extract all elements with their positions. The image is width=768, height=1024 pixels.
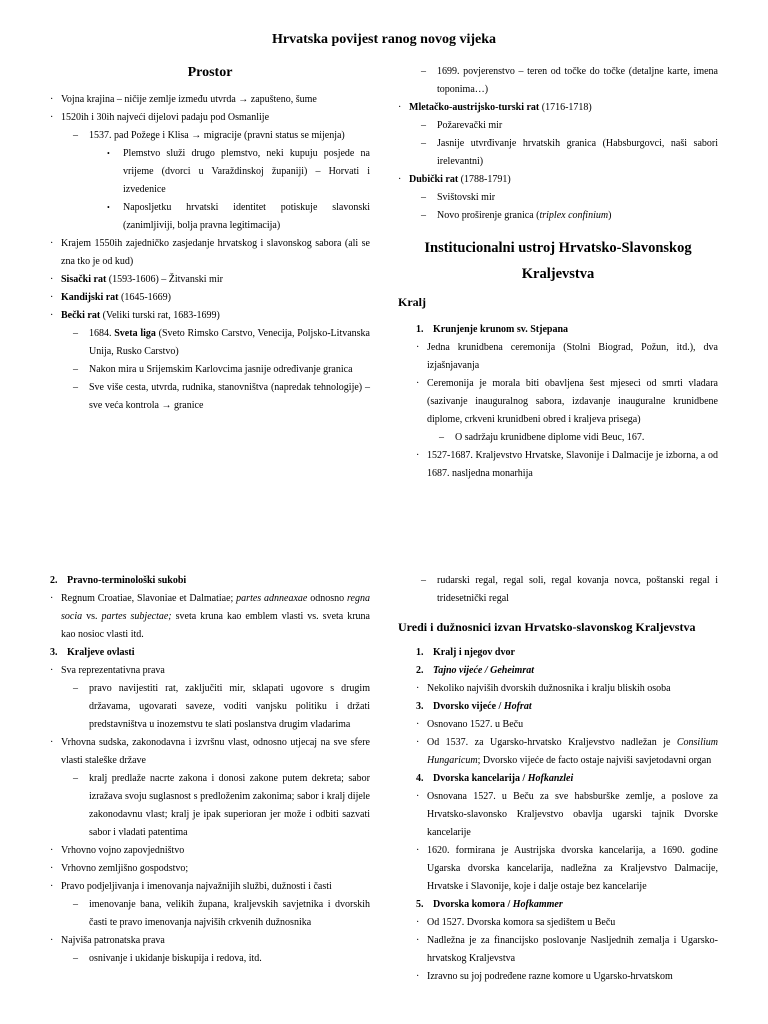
item-number: 3.	[416, 701, 424, 712]
list-item-level-1: · Sisački rat (1593-1606) – Žitvanski mir	[50, 271, 370, 289]
list-item-level-1: · Dubički rat (1788-1791)	[398, 171, 718, 189]
list-item-level-1: · Pravo podjeljivanja i imenovanja najvažnijih službi, dužnosti i časti	[50, 878, 370, 896]
list-item-level-1: · Vrhovno zemljišno gospodstvo;	[50, 860, 370, 878]
list-item-level-1: · Od 1527. Dvorska komora sa sjedištem u Beču	[416, 914, 718, 932]
list-item-level-1: · Jedna krunidbena ceremonija (Stolni Biograd, Požun, itd.), dva izjašnjavanja	[416, 339, 718, 375]
list-item-level-3: • Naposljetku hrvatski identitet potiskuje slavonski (zanimljiviji, bolja pravna legitimacija)	[50, 199, 370, 235]
list-item-level-2: – Jasnije utvrđivanje hrvatskih granica (Habsburgovci, naši sabori irelevantni)	[398, 135, 718, 171]
list-item-level-3: • Plemstvo služi drugo plemstvo, neki kupuju posjede na vrijeme (dvorci u Varaždinskoj županiji) – Horvati i izvedenice	[50, 145, 370, 199]
prostor-list	[50, 91, 370, 415]
list-item-level-1: · Vrhovna sudska, zakonodavna i izvršnu vlast, odnosno utjecaj na sve sfere vlasti staleške države	[50, 734, 370, 770]
numbered-heading-text: Krunjenje krunom sv. Stjepana	[433, 324, 569, 335]
list-item-level-2: – kralj predlaže nacrte zakona i donosi zakone putem dekreta; sabor izražava svoju suglasnost s predloženim zakonima; sabor i kralj dijele zakonodavnu vlast; kralj je ipak superioran jer može i odbiti sazvati sabor i vladati patentima	[50, 770, 370, 842]
list-item-level-1: · 1527-1687. Kraljevstvo Hrvatske, Slavonije i Dalmacije je izborna, a od 1687. nasljedna monarhija	[416, 447, 718, 483]
numbered-heading	[416, 698, 718, 716]
list-item-level-2: – Nakon mira u Srijemskim Karlovcima jasnije određivanje granica	[50, 361, 370, 379]
numbered-heading-text: Kraljeve ovlasti	[67, 647, 135, 658]
item-number: 2.	[416, 665, 424, 676]
list-item-level-1: · Osnovana 1527. u Beču za sve habsburške zemlje, a poslove za Hrvatsko-slavonsko Kraljevstvo obavlja ugarski tajnik Dvorske kancelarije	[416, 788, 718, 842]
item-number: 1.	[416, 324, 424, 335]
block2-right-column	[398, 572, 718, 986]
institutional-heading-line2: Kraljevstva	[521, 266, 595, 282]
list-item-level-1: · Ceremonija je morala biti obavljena šest mjeseci od smrti vladara (sazivanje inauguralnog sabora, izdavanje inauguralne krunidbene diplome, crkveni krunidbeni obred i kraljeva prisega)	[416, 375, 718, 429]
list-item-level-1: · Vojna krajina – ničije zemlje između utvrda → zapušteno, šume	[50, 91, 370, 109]
list-item-level-2: – pravo navijestiti rat, zaključiti mir, sklapati ugovore s drugim državama, ugovarati saveze, voditi vanjsku politiku i držati predstavništva u inozemstvu te slati poslanstva drugim vladarima	[50, 680, 370, 734]
list-item-level-1: · Mletačko-austrijsko-turski rat (1716-1718)	[398, 99, 718, 117]
kralj-list	[398, 321, 718, 483]
institutional-heading	[398, 235, 718, 287]
regali-list	[398, 572, 718, 608]
list-item-level-1: · Nekoliko najviših dvorskih dužnosnika i kralju bliskih osoba	[416, 680, 718, 698]
kraljeve-ovlasti-list	[50, 572, 370, 968]
list-item-level-1: · Sva reprezentativna prava	[50, 662, 370, 680]
item-number: 5.	[416, 899, 424, 910]
uredi-list	[398, 644, 718, 986]
list-item-level-1: · Osnovano 1527. u Beču	[416, 716, 718, 734]
numbered-heading-text: Kralj i njegov dvor	[433, 647, 515, 658]
numbered-heading-text: Dvorska kancelarija / Hofkanzlei	[433, 773, 574, 784]
numbered-heading	[416, 896, 718, 914]
list-item-level-2: – Svištovski mir	[398, 189, 718, 207]
list-item-level-1: · Izravno su joj podređene razne komore u Ugarsko-hrvatskom	[416, 968, 718, 986]
institutional-heading-line1: Institucionalni ustroj Hrvatsko-Slavonskog	[424, 240, 692, 256]
numbered-heading-text: Pravno-terminološki sukobi	[67, 575, 187, 586]
section-heading-prostor: Prostor	[187, 65, 233, 80]
list-item-level-1: · 1620. formirana je Austrijska dvorska kancelarija, a 1690. godine Ugarska dvorska kancelarija, nadležna za Kraljevstvo Dalmacije, Hrvatske i Slavonije, koje i dalje ostaje bez kancelarije	[416, 842, 718, 896]
item-number: 3.	[50, 647, 58, 658]
list-item-level-2: – Novo proširenje granica (triplex confinium)	[398, 207, 718, 225]
block1-left-column	[50, 63, 370, 415]
list-item-level-1: · Kandijski rat (1645-1669)	[50, 289, 370, 307]
list-item-level-2: – rudarski regal, regal soli, regal kovanja novca, poštanski regal i tridesetnički regal	[398, 572, 718, 608]
block2-left-column	[50, 572, 370, 968]
list-item-level-1: · Krajem 1550ih zajedničko zasjedanje hrvatskog i slavonskog sabora (ali se zna tko je od kud)	[50, 235, 370, 271]
list-item-level-2: – 1537. pad Požege i Klisa → migracije (pravni status se mijenja)	[50, 127, 370, 145]
subheading-kralj: Kralj	[398, 295, 426, 309]
numbered-heading	[416, 770, 718, 788]
list-item-level-2: – 1684. Sveta liga (Sveto Rimsko Carstvo, Venecija, Poljsko-Litvanska Unija, Rusko Carstvo)	[50, 325, 370, 361]
numbered-heading	[50, 644, 370, 662]
list-item-level-1: · Nadležna je za financijsko poslovanje Nasljednih zemalja i Ugarsko-hrvatskog Kraljevstva	[416, 932, 718, 968]
subheading-uredi: Uredi i dužnosnici izvan Hrvatsko-slavonskog Kraljevstva	[398, 620, 696, 634]
numbered-heading-text: Dvorsko vijeće / Hofrat	[433, 701, 532, 712]
list-item-level-1: · Najviša patronatska prava	[50, 932, 370, 950]
numbered-heading-text: Dvorska komora / Hofkammer	[433, 899, 563, 910]
list-item-level-1: · Vrhovno vojno zapovjedništvo	[50, 842, 370, 860]
list-item-level-1: · Regnum Croatiae, Slavoniae et Dalmatiae; partes adnneaxae odnosno regna socia vs. partes subjectae; sveta kruna kao emblem vlasti vs. sveta kruna kao nosioc vlasti itd.	[50, 590, 370, 644]
list-item-level-1: · 1520ih i 30ih najveći dijelovi padaju pod Osmanlije	[50, 109, 370, 127]
list-item-level-2: – osnivanje i ukidanje biskupija i redova, itd.	[50, 950, 370, 968]
list-item-level-2: – 1699. povjerenstvo – teren od točke do točke (detaljne karte, imena toponima…)	[398, 63, 718, 99]
item-number: 4.	[416, 773, 424, 784]
block1-right-column	[398, 63, 718, 483]
numbered-heading	[416, 644, 718, 662]
list-item-level-1: · Bečki rat (Veliki turski rat, 1683-1699)	[50, 307, 370, 325]
list-item-level-2: – O sadržaju krunidbene diplome vidi Beuc, 167.	[416, 429, 718, 447]
numbered-heading	[416, 321, 718, 339]
numbered-heading	[416, 662, 718, 680]
list-item-level-2: – imenovanje bana, velikih župana, kraljevskih savjetnika i dvorskih časti te pravo imenovanja najviših crkvenih dužnosnika	[50, 896, 370, 932]
list-item-level-2: – Požarevački mir	[398, 117, 718, 135]
numbered-heading-text: Tajno vijeće / Geheimrat	[433, 665, 535, 676]
wars-list	[398, 63, 718, 225]
item-number: 1.	[416, 647, 424, 658]
list-item-level-1: · Od 1537. za Ugarsko-hrvatsko Kraljevstvo nadležan je Consilium Hungaricum; Dvorsko vijeće de facto ostaje najviši savjetodavni organ	[416, 734, 718, 770]
document-title: Hrvatska povijest ranog novog vijeka	[272, 32, 496, 47]
list-item-level-2: – Sve više cesta, utvrda, rudnika, stanovništva (napredak tehnologije) – sve veća kontrola → granice	[50, 379, 370, 415]
item-number: 2.	[50, 575, 58, 586]
numbered-heading	[50, 572, 370, 590]
